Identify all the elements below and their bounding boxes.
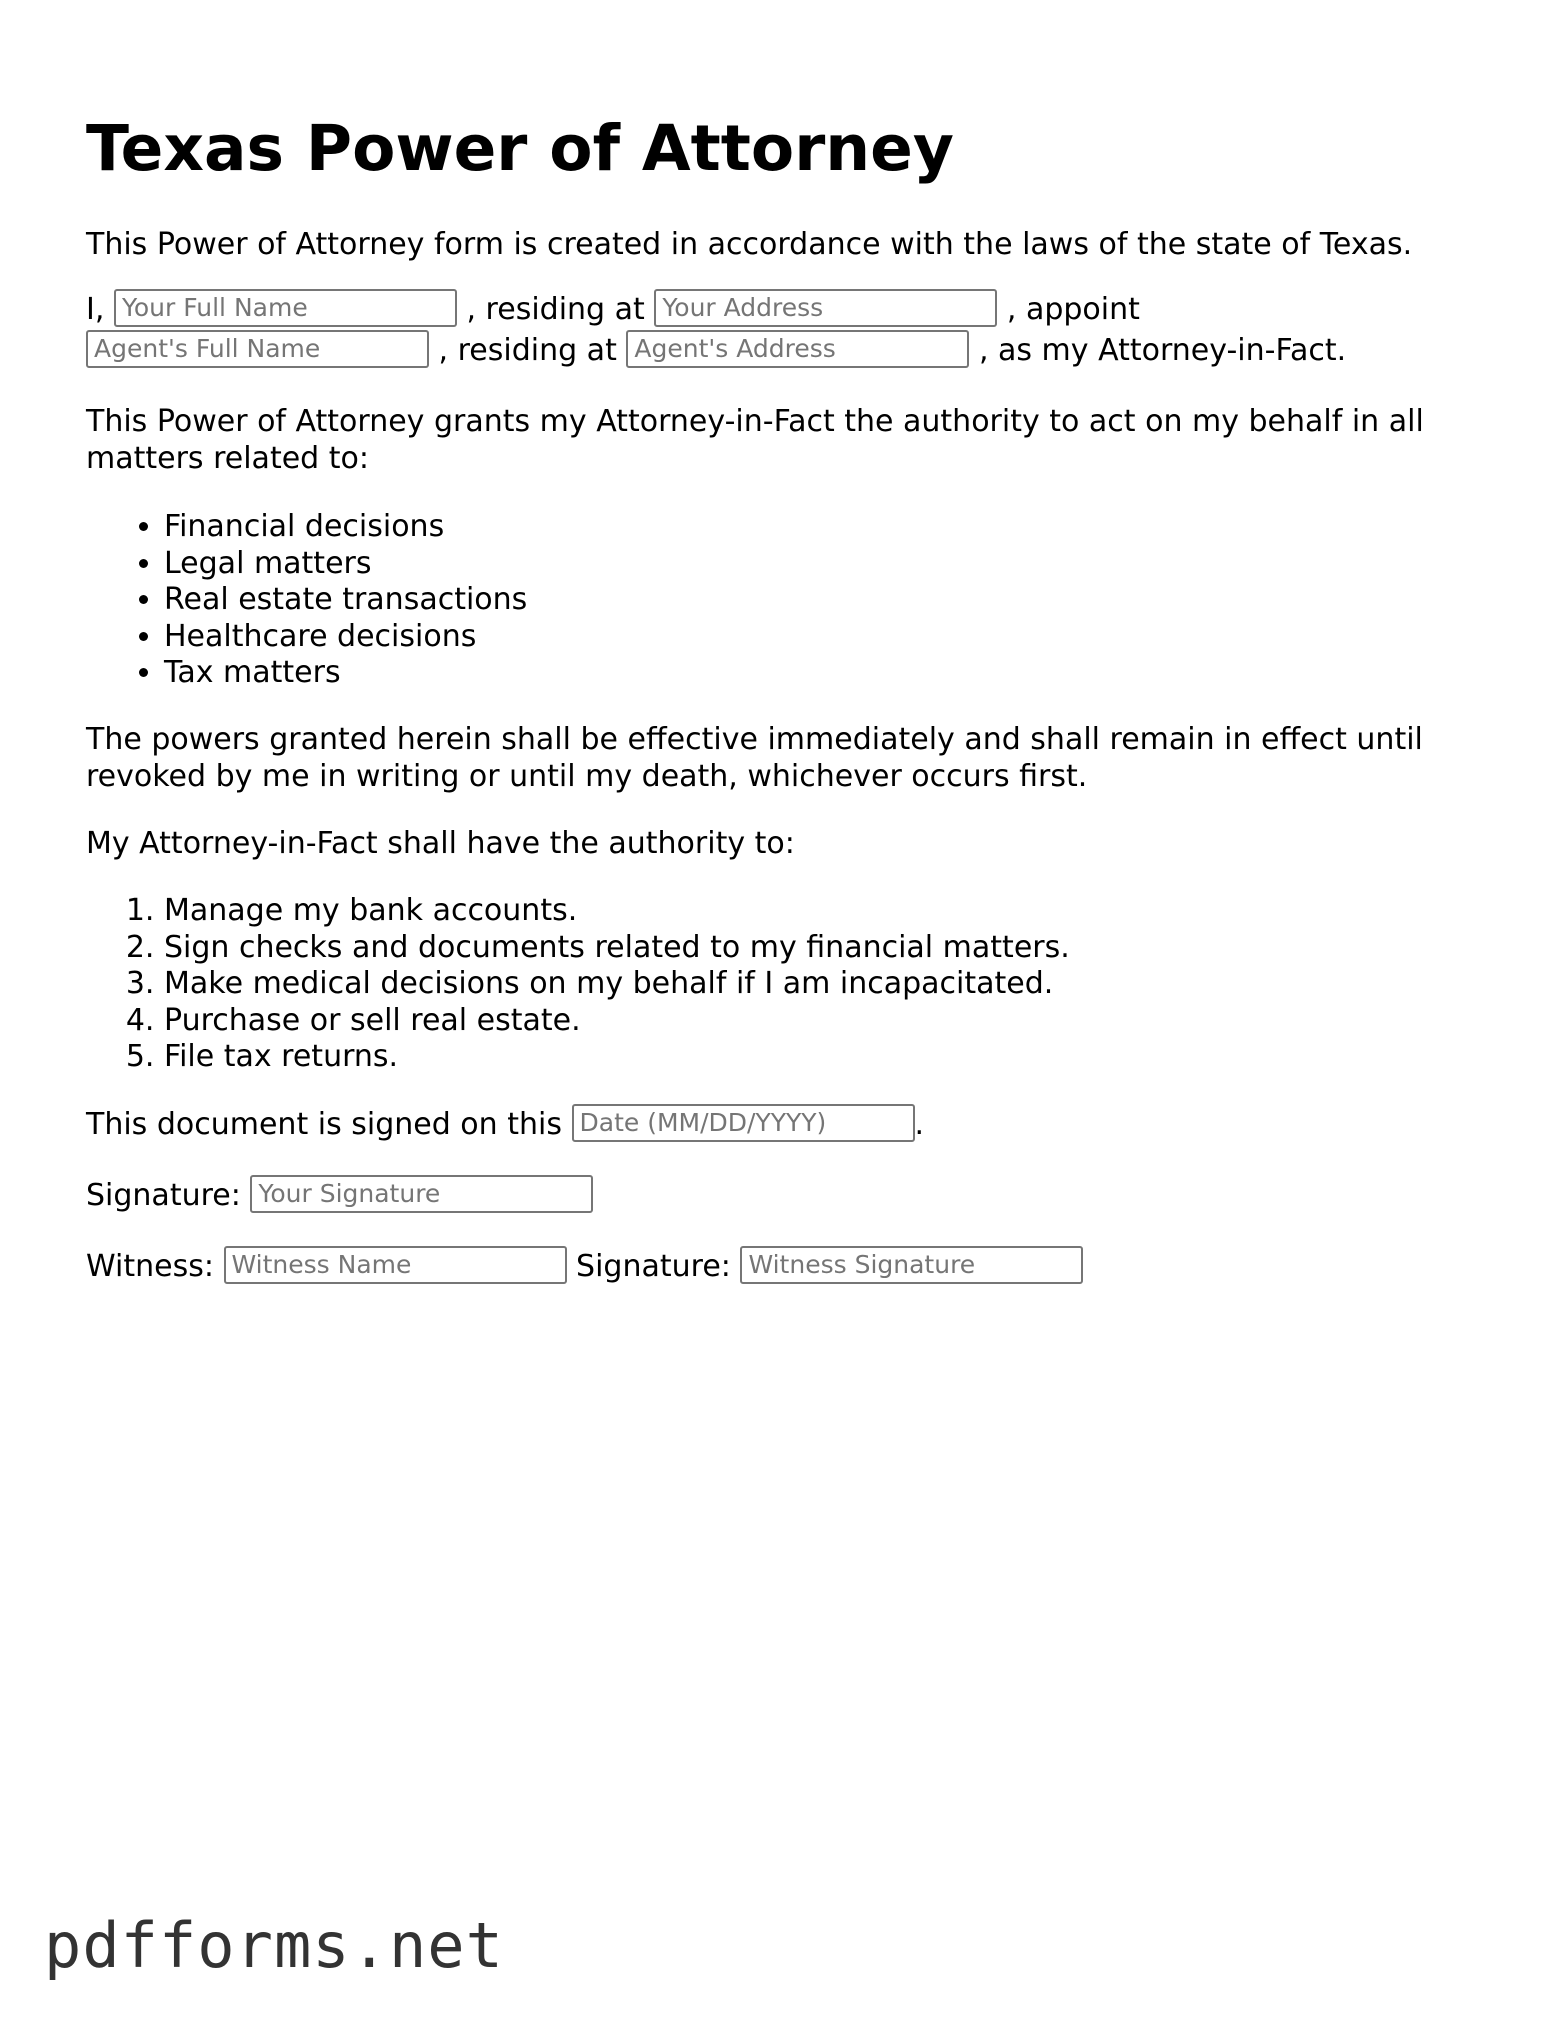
address-input[interactable] [654, 289, 997, 327]
signed-text: This document is signed on this [86, 1107, 562, 1142]
grants-intro-line-1: This Power of Attorney grants my Attorney-in-Fact the authority to act on my behalf in all [86, 404, 1424, 439]
intro-paragraph: This Power of Attorney form is created in accordance with the laws of the state of Texas. [86, 227, 1413, 262]
list-item: • Tax matters [164, 655, 527, 692]
appointment-line-1 [86, 292, 1140, 328]
residing-at-text: , residing at [466, 292, 645, 327]
date-input[interactable] [572, 1104, 915, 1142]
appointment-prefix: I, [86, 292, 105, 327]
authorities-list [86, 893, 1070, 1076]
matters-list [86, 509, 527, 692]
appoint-text: , appoint [1006, 292, 1140, 327]
list-item: 5. File tax returns. [164, 1039, 1070, 1076]
page-title: Texas Power of Attorney [86, 112, 954, 185]
agent-residing-at-text: , residing at [438, 333, 617, 368]
list-item: • Healthcare decisions [164, 619, 527, 656]
full-name-input[interactable] [114, 289, 457, 327]
witness-signature-input[interactable] [740, 1246, 1083, 1284]
witness-name-input[interactable] [224, 1246, 567, 1284]
grants-intro-line-2: matters related to: [86, 441, 369, 476]
witness-signature-label: Signature: [576, 1249, 731, 1284]
agent-name-input[interactable] [86, 330, 429, 368]
list-item: 3. Make medical decisions on my behalf if I am incapacitated. [164, 966, 1070, 1003]
witness-label: Witness: [86, 1249, 214, 1284]
signed-period: . [914, 1107, 925, 1142]
as-attorney-text: , as my Attorney-in-Fact. [978, 333, 1347, 368]
appointment-line-2 [86, 333, 1346, 369]
signature-line [86, 1178, 593, 1214]
list-item: 2. Sign checks and documents related to my financial matters. [164, 930, 1070, 967]
signature-label: Signature: [86, 1178, 241, 1213]
list-item: 1. Manage my bank accounts. [164, 893, 1070, 930]
witness-line [86, 1249, 1083, 1285]
agent-address-input[interactable] [626, 330, 969, 368]
pdfforms-watermark: pdfforms.net [44, 1909, 504, 1982]
signed-date-line [86, 1107, 924, 1143]
list-item: 4. Purchase or sell real estate. [164, 1003, 1070, 1040]
list-item: • Legal matters [164, 546, 527, 583]
effective-line-1: The powers granted herein shall be effective immediately and shall remain in effect until [86, 722, 1423, 757]
effective-line-2: revoked by me in writing or until my death, whichever occurs first. [86, 759, 1088, 794]
signature-input[interactable] [250, 1175, 593, 1213]
authority-intro: My Attorney-in-Fact shall have the authority to: [86, 826, 795, 861]
list-item: • Financial decisions [164, 509, 527, 546]
list-item: • Real estate transactions [164, 582, 527, 619]
